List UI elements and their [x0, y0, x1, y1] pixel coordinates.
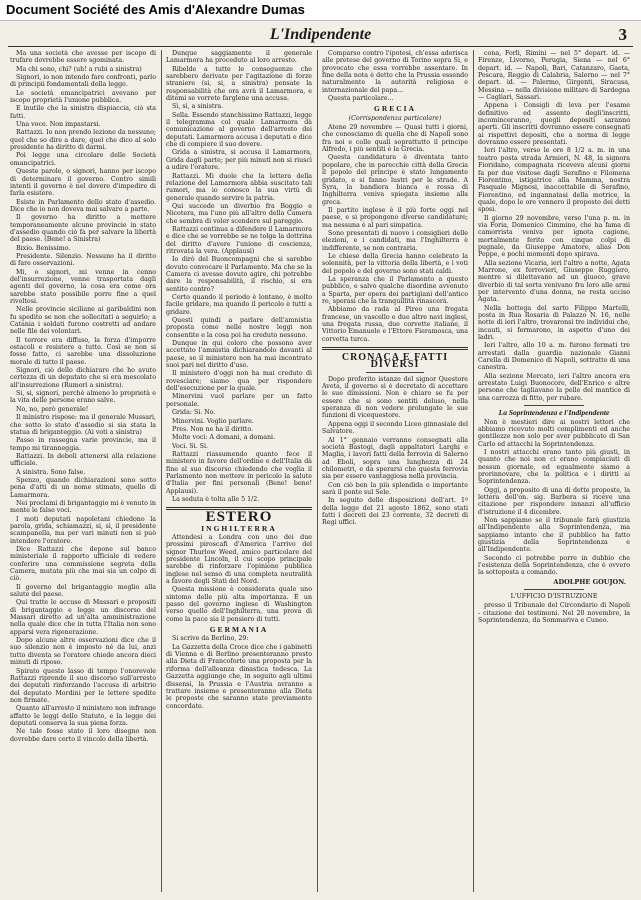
article-paragraph: La seduta è tolta alle 5 1/2.	[172, 495, 260, 503]
article-paragraph: Questa candidatura è diventata tanto popolare, che in parecchie città della Grecia il popolo del principe è stato lungamente gridato, e si fanno lustri per le strade. A Syra, la bandiera bianca e rossa di Inghilterra veniva spiegata insieme alla greca.	[322, 154, 468, 206]
section-rule	[524, 589, 585, 590]
article-paragraph: Signori, io non intendo fare confronti, parlo di principii fondamentali della legge.	[10, 74, 156, 89]
article-paragraph: No, no, però generale!	[16, 405, 89, 413]
article-paragraph: Voci. Si. Si.	[172, 442, 208, 450]
article-paragraph: Il ministero d'oggi non ha mai creduto di rovesciare; siamo qua per rispondere dell'esecuzione per la quale.	[166, 370, 312, 393]
column-4	[478, 50, 630, 896]
article-paragraph: Dunque saggiamente il generale Lamarmora ha proceduto al loro arresto.	[166, 50, 312, 65]
newspaper-masthead	[0, 24, 641, 44]
article-paragraph: Certo quando il periodo è lontano, è molto facile gridare, ma quando il pericolo è tutti a gridare.	[166, 294, 312, 316]
article-paragraph: Rattazzi riassumendo quanto fece il ministero in favore dell'ordine e dell'Italia dà fine al suo discorso chiedendo che voglia il Parlamento non mettere in pericolo la salute d'Italia per fini personali (Bene! bene! Applausi).	[166, 450, 312, 495]
article-paragraph: Il giorno 29 novembre, verso l'una p. m. in via Foria, Domenico Cimmino, che ha fama di camorrista veniva per ignota cagione, mortalmente ferito con cinque colpi di pugnale, da Giuseppe Amatore, alias Don Peppe, e pochi momenti dopo spirava.	[478, 214, 630, 259]
article-paragraph: Oggi, a proposito di una di dette proposte, la lettera dell'on. sig. Barbera si riceve una citazione per rispondere innanzi all'ufficio d'istruzione il 4 dicembre.	[478, 486, 630, 516]
article-paragraph: Esiste in Parlamento dello stato d'assedio. Dice che io non doveva mai salvare a parte.	[10, 198, 156, 213]
subsection-heading-inghilterra: INGHILTERRA	[201, 523, 277, 533]
article-paragraph: Poi legge una circolare delle Società emancipatrici.	[10, 152, 156, 167]
article-paragraph: Una voce. Non impastarsi.	[16, 121, 101, 129]
document-source-bar	[0, 0, 641, 21]
article-paragraph: cona, Forlì, Rimini — nel 5° depart. id. — Firenze, Livorno, Perugia, Siena — nel 6° depart. id. — Napoli, Bari, Catanzaro, Gaeta, Pescara, Reggio di Calabria, Salerno — nel 7° depart. id. — Palermo, Girgenti, Siracusa, Messina — nella divisione militare di Sardegna — Cagliari, Sassari.	[478, 50, 630, 102]
article-paragraph: Molte voci: A domani, a domani.	[172, 434, 276, 442]
article-paragraph: Attendesi a Londra con uno dei due prossimi piroscafi d'America l'arrivo del signor Thurlow Weed, amico particolare del presidente Lincoln, il cui scopo principale sarebbe di rinforzare l'opinione pubblica inglese nel senso di una completa neutralità a favore degli Stati del Nord.	[166, 533, 312, 586]
article-paragraph: Sella. Essendo stanchissimo Rattazzi, legge il telegramma col quale Lamarmora dà comunicazione al governo dell'arresto dei deputati. Lamarmora accusa i deputati e dice che di compiere il suo dovere.	[166, 111, 312, 149]
article-paragraph: Nella bottega del sarto Filippo Martelli, posta in Rua Rosaria di Palazzo N. 16, nelle notte di ieri l'altro, trovaronsi tre individui che, incauti, si fermarono, in aspetto d'uno dei ladri.	[478, 304, 630, 342]
article-paragraph: Sono presentati di nuovo i consiglieri delle elezioni, e i candidati, ma l'Inghilterra è indifferente, se non contraria.	[322, 229, 468, 252]
article-paragraph: Dopo proferito istanze del signor Questore Aveta, il governo si è decretato di accettare le sue dimissioni. Non è chiaro se fu per essere che si sono sentiti deluso, nella speranza di non vedere prolungate le sue funzioni di vicequestore.	[322, 375, 468, 420]
column-1	[10, 50, 156, 896]
article-paragraph: Rattazzi. Mi duole che la lettera della relazione del Lamarmora abbia suscitato tali rumori, ma io conosco la sua virtù di generale quando servire la patria.	[166, 172, 312, 202]
section-title-soprintendenza: La Soprintendenza e l'Indipendente	[498, 408, 610, 418]
column-divider	[317, 50, 318, 892]
article-paragraph: Signori, ciò dello dichiarare che ho avuto certezza di un deputato che si era mescolato all'insurrezione (Rumori a sinistra).	[10, 367, 156, 389]
article-paragraph: Si scrive da Berlino, 29:	[172, 635, 249, 643]
article-paragraph: Il terrore era diffuso, la forza d'imporre ostacoli e resistere a tutto. Così se non si fosse fatto, ci sarebbe una dissoluzione morale di tutto il paese.	[10, 336, 156, 366]
article-paragraph: Minervini. Voglio parlare.	[172, 417, 254, 425]
document-source-label: Document Société des Amis d'Alexandre Dumas	[6, 2, 305, 17]
article-paragraph: La speranza che il Parlamento a questo pubblico, e salvo qualche disordine avvenuto a Sparta, per opera dei partigiani dell'antico re, sperasi che la tranquillità rinascerà.	[322, 275, 468, 305]
article-paragraph: Pres. Non ne ha il diritto.	[172, 425, 254, 433]
section-subheading: (Corrispondenza particolare)	[348, 114, 442, 122]
page-number: 3	[618, 25, 627, 44]
article-paragraph: Qui succede un diverbio fra Boggio e Nicotera, ma l'uno più all'altro della Camera che sembra di voler scendere sul pareggio.	[166, 202, 312, 225]
article-paragraph: Con ciò ben la più splendida e importante sarà il ponte sul Sele.	[322, 481, 468, 496]
article-paragraph: Al 1° gennaio verranno consegnati alla società Bastogi, dagli appaltatori Larghi e Maglia, i lavori fatti della ferrovia di Salerno ad Eboli, sopra una lunghezza di 24 chilometri, e da sperarsi che questa ferrovia sia per essere vantaggiosa nella provincia.	[322, 436, 468, 481]
article-paragraph: E inutile che la sinistra dispiaccia, ciò sta fatti.	[10, 105, 156, 120]
article-paragraph: I nostri attacchi erano tanto più giusti, in quanto che noi non ci erano compiaciuti di nessun giornale, ed egualmente siamo a prorinnovare, che la politica e i diritti ai Soprintendenza.	[478, 448, 630, 486]
article-paragraph: Questa particolare...	[328, 95, 394, 103]
article-paragraph: Ieri l'altro, allo 10 a. m. furono fermati tre arrestati dalla guardia nazionale Gianni Carella di Domenico di Napoli, sottratto di una canestra.	[478, 342, 630, 372]
article-paragraph: Passo in rassegna varie provincie, ma il tempo mi tiranneggia.	[10, 437, 156, 452]
article-paragraph: Appena i Consigli di leva per l'esame definitivo ed assento degli'inscritti, incominceranno, quegli depositi saranno aperti. Gli inscritti dovranno essere consegnati ai rispettivi depositi, che a norma di legge dovranno essere presentati.	[478, 102, 630, 147]
article-paragraph: Ma una società che avesse per iscopo di trufare dovrebbe essere sgominata.	[10, 50, 156, 65]
article-paragraph: Questa missione è considerata quale uno sintomo delle più alta importanza. È un passo del governo inglese di Washington verso quello dell'Inghilterra, una prova di come la pace sia il pensiero di tutti.	[166, 586, 312, 623]
article-paragraph: Queste parole, o signori, hanno per iscopo di determinare il governo. Contro simili intenti il governo è nel dovere d'impedire di farla esistere.	[10, 168, 156, 198]
section-title-cronaca: CRONACA E FATTI DIVERSI	[341, 352, 449, 371]
article-paragraph: Dopo alcune altre osservazioni dice che il suo silenzio non è imposto né da lui, anzi tutto diventa se l'oratore chiede ancora dieci minuti di riposo.	[10, 637, 156, 667]
article-paragraph: Sì, sì, a sinistra.	[172, 103, 224, 111]
article-paragraph: Rattazzi continua a difendere il Lamarmora e dice che se vorrebbe se ne tolga la dottrina del diritto d'avere l'unione di coscienza, ritrovata la vera. (Applausi)	[166, 225, 312, 255]
article-paragraph: Grida a sinistra, si accusa il Lamarmora, Grida dagli parte; per più minuti non si riuscì a udire l'oratore.	[166, 149, 312, 172]
article-paragraph: Le società emancipatrici avevano per iscopo proprietà l'unione pubblica.	[10, 89, 156, 105]
column-3	[322, 50, 468, 896]
subsection-heading-germania: GERMANIA	[209, 625, 269, 635]
article-paragraph: Comparso contro l'ipotesi, ch'essa aderisca alle pretese del governo di Torino sopra Si, e provocato che essa vorrebbe assentare. In fine della nota è detto che la Prussia essendo naturalmente la autorità religiosa e internazionale del papa...	[322, 50, 468, 94]
article-paragraph: Grida: Si. No.	[172, 409, 216, 417]
article-paragraph: Abbiamo da rada al Pireo una fregata francese, un vascello e due altre navi inglesi, una fregata russa, due corvette italiane, il Vittorio Emanuele e l'Ettore Fieramosca, una corvetta turca.	[322, 306, 468, 343]
article-paragraph: Nei proclami di brigantaggio mi è venuto in mente le false voci.	[10, 499, 156, 515]
article-paragraph: La Gazzetta della Croce dice che i gabinetti di Vienna e di Berlino presenteranno presto alla Dieta di Francoforte una proposta per la riforma dell'alleanza dinastica tedesca. La Gazzetta aggiunge che, in seguito agli ultimi dissensi, la Prussia e l'Austria avranno a trattare insieme e presenteranno alla Dieta le proposte che saranno state previamente concordate.	[166, 643, 312, 710]
article-paragraph: Spirato questo lasso di tempo l'onorevole Rattazzi riprende il suo discorso sull'arresto dei deputati rinforzando l'accusa di arbitrio del deputato Mordini per le lettere spedite non firmate.	[10, 667, 156, 704]
article-paragraph: Il ministro rispose: ma il generale Mussari, che sotto lo stato d'assedio si sia stata la statua di briganteggio. (Ai voti a sinistra)	[10, 414, 156, 436]
notice-text: presso il Tribunale del Circondario di Napoli - citazione dei testimoni. Nel 20 novembre, la Soprintendenza, da Sommariva e Cuneo.	[478, 602, 630, 625]
article-paragraph: Spenzo, quando dichiarazioni sono sotto pena d'atti di un nome stimato, quello di Lamarmora.	[10, 476, 156, 499]
article-paragraph: Rattazzi. In deboli attenersi alla relazione ufficiale.	[10, 452, 156, 468]
column-divider	[161, 50, 162, 892]
newspaper-title: L'Indipendente	[269, 26, 372, 43]
article-paragraph: Il partito inglese è il più forte oggi nel paese, e si propongono diverse candidature; ma nessuna è al pari simpatica.	[322, 206, 468, 229]
article-paragraph: Alla sezione Mercato, ieri l'altro ancora era arrestato Luigi Buonocore, dell'Enrico e altre persone che tagliavano la pelle del mantice di una carrozza di fitto, per rubare.	[478, 372, 630, 402]
article-paragraph: Mi, o signori, mi venne in cenno del'insurrezione, venne trasportata dagli agenti del governo, la cosa era come ora sarebbe stato possibile porre fine a quel rivoltosi.	[10, 268, 156, 305]
article-paragraph: Ieri l'altro, verso le ore 8 1/2 a. m. in una teatro posta strada Armieri, N. 48, la signora Fioridano, compagnata riceveva alcuni giorni fa per due visitose dagli Serafino e Filomena Fiorentino, istigatrice alla Mamma, nostra Pasquale Mignosi, inaccettabile di Serafino, Fiorentino, ed ingannatasi della motrice, la quale, dopo le ore vennero il proposto dei detti sposi.	[478, 147, 630, 214]
section-rule	[322, 347, 468, 350]
article-paragraph: Secondo ci potrebbe porre in dubbio che l'esistenza della Soprintendenza, che è ovvero la sottoposta a comando.	[478, 554, 630, 577]
article-paragraph: Presidente. Silenzio. Nessuno ha il diritto di fare osservazioni.	[10, 252, 156, 268]
article-paragraph: Quanto all'arresto il ministero non infrange affatto le leggi dello Statuto, e la legge dei deputati conserva la sua piena forza.	[10, 705, 156, 727]
masthead-rule	[8, 46, 633, 47]
article-paragraph: Il governo del brigantaggio meglio alla salute del paese.	[10, 583, 156, 599]
article-paragraph: Ribelde a tutte le conseguenze che sarebbero derivate per l'agitazione di forze straniere (si, si, a sinistra) pensate la responsabilità che ora avrà il Lamarmora, e ditemi se vorrete farglene una accusa.	[166, 65, 312, 103]
article-paragraph: Si, si, signori, perchè almeno lo proprietà e la vita delle persone erano salve.	[10, 390, 156, 405]
column-divider	[473, 50, 474, 892]
section-rule	[524, 405, 585, 406]
article-paragraph: Qui tratte le accuse di Massari e propositi di brigantaggio e legge un discorso del Massari diretto ad un'alta amministrazione nella quale dice che in tutta l'Italia non sono apparsi vera rigenerazione.	[10, 599, 156, 636]
article-paragraph: Ne tale fosse stato il loro disegno non dovrebbe dare certo il vincolo della libertà.	[10, 728, 156, 743]
article-paragraph: Questi quindi a parlare dell'amnistia proposta come nelle nostre leggi non consentite e la cosa poi ha creduto nessuno.	[166, 317, 312, 339]
article-paragraph: Alla sezione Vicaria, ieri l'altro a notte, Agata Marrone, ex ferrovieri, Giuseppe Ruggiero, mentre si dilettavano ad un giuoco, grave diverbio di tal sorta venivano fra loro alle armi per intervento d'una donna, ne resta ucciso Agata.	[478, 259, 630, 304]
article-paragraph: Appena oggi il secondo Liceo ginnasiale del Salvatore.	[322, 420, 468, 436]
article-paragraph: Ma chi sono, chi? (uh! a rubi a sinistra)	[16, 65, 142, 73]
article-paragraph: Rattazzi. Io non prendo lezione da nessuno; quel che so dire a dare, quel che dico al solo presidente ha diritto di darmi.	[10, 129, 156, 152]
notice-heading: L'UFFICIO D'ISTRUZIONE	[510, 593, 598, 601]
article-paragraph: Dice Rattazzi che depone sul banco ministeriale il rapporto ufficiale di vedere conferire una commissione segreta della Camera, mutata più che mai sia un colpo di ciò.	[10, 546, 156, 583]
article-paragraph: I moti deputati napoletani chiedono la parola, grida, schiamazzi, si, si, il presidente scampanella, ma per vari minuti non si può intendere l'oratore.	[10, 515, 156, 545]
article-signature: ADOLPHE GOUJON.	[553, 577, 626, 586]
article-paragraph: Non sappiamo se il tribunale farà giustizia all'Indipendente alla Soprintendenza, ma sappiamo intanto che il pubblico ha fatto giustizia della Soprintendenza e all'Indipendente.	[478, 516, 630, 554]
article-paragraph: A sinistra. Sono false.	[16, 468, 86, 476]
section-heading-grecia: GRECIA	[373, 104, 416, 114]
article-paragraph: Nelle provincie siciliane ai garibaldini non fu spedito se non che sollecitati a seguirlo; a Catania i soldati furono costretti ad andare nelle file dei volontari.	[10, 306, 156, 336]
section-rule	[366, 372, 424, 373]
article-paragraph: Le chiese della Grecia hanno celebrato la solennità, per la vittoria della libertà, e i voti del popolo e del governo sono stati caldi.	[322, 252, 468, 275]
article-paragraph: Io dirò del Buoncompagni che si sarebbe dovuto convocare il Parlamento. Ma che se la Camera ci avesse dovuto agire, chi potrebbe dare la responsabilità, il rischio, si era sentito contro?	[166, 256, 312, 293]
section-title-estero: ESTERO	[205, 509, 273, 526]
article-paragraph: Minervini vuol parlare per un fatto personale.	[166, 393, 312, 408]
article-paragraph: Dunque in qui coloro che possono aver accettato l'amnistia dichiarandolo davanti al paese, se il ministero non ha mai incontrato suoi pari nel diritto d'uso.	[166, 340, 312, 370]
article-paragraph: Il governo ha diritto a mettere temporaneamente alcune provincie in stato d'assedio quando ciò fa per salvare la libertà del paese. (Bene! a Sinistra)	[10, 214, 156, 244]
article-paragraph: Non è mestieri dire ai nostri lettori che abbiamo ricevuto molti complimenti ed anche gentilezze non solo per aver pubblicato di San Carlo ed attacchi la Soprintendenza.	[478, 418, 630, 448]
article-paragraph: Atene 29 novembre — Quasi tutti i giorni, che conosciamo di quella che di Napoli sono fra noi e colle quali soprattutto il principe Alfredo, i più sentiti è la Grecia.	[322, 124, 468, 154]
article-paragraph: In seguito delle disposizioni dell'art. 1º della legge del 21 agosto 1862, sono stati fatti i decreti dei 23 corrente, 32 decreti di Regi uffici.	[322, 497, 468, 527]
column-2	[166, 50, 312, 896]
article-paragraph: Bixio. Benissimo.	[16, 244, 71, 252]
